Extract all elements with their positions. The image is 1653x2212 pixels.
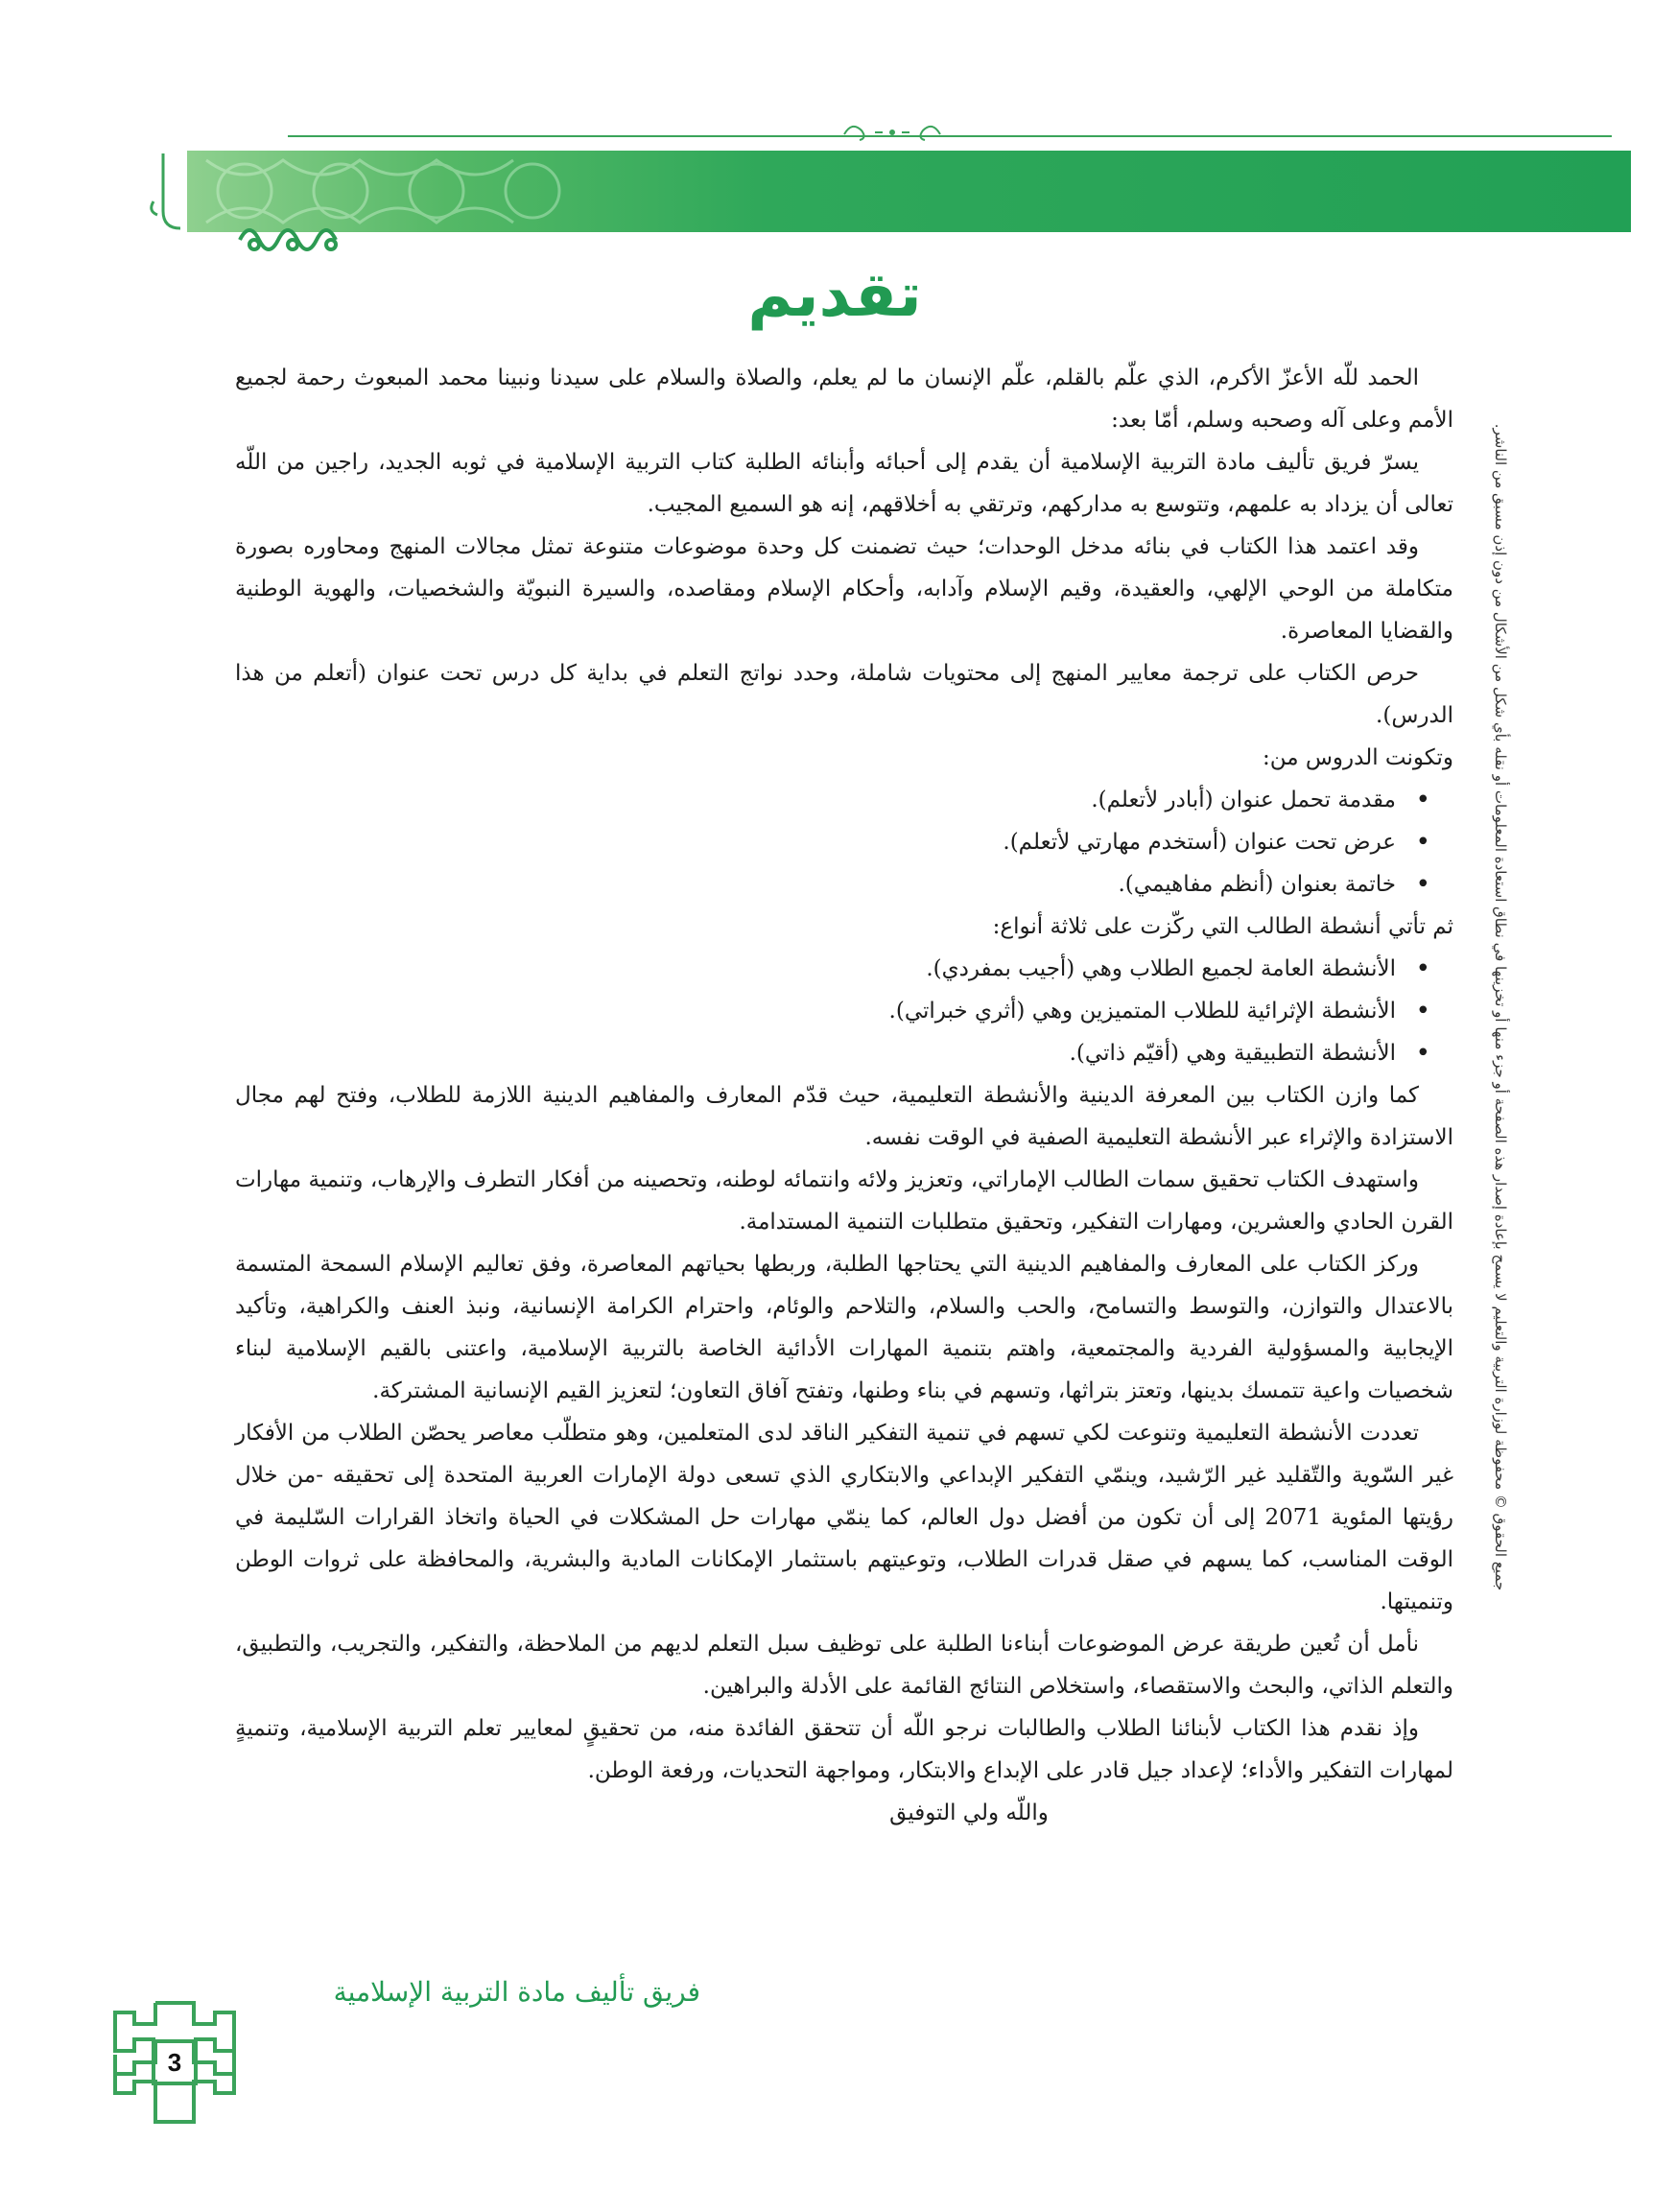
paragraph-lessons-intro: وتكونت الدروس من: xyxy=(1262,745,1453,770)
scroll-ornament-icon xyxy=(835,111,950,150)
author-signature: فريق تأليف مادة التربية الإسلامية xyxy=(333,1976,700,2008)
paragraph-balance: كما وازن الكتاب بين المعرفة الدينية والأنشطة التعليمية، حيث قدّم المعارف والمفاهيم الدينية اللازمة للطلاب، وفتح لهم مجال الاستزادة والإثراء عبر الأنشطة التعليمية الصفية في الوقت نفسه. xyxy=(235,1083,1453,1150)
paragraph-units: وقد اعتمد هذا الكتاب في بنائه مدخل الوحدات؛ حيث تضمنت كل وحدة موضوعات متنوعة تمثل مجالات المنهج ومحاوره بصورة متكاملة من الوحي الإلهي، والعقيدة، وقيم الإسلام وآدابه، وأحكام الإسلام ومقاصده، والسيرة النبويّة والشخصيات، والهوية الوطنية والقضايا المعاصرة. xyxy=(235,534,1453,644)
list-item: • مقدمة تحمل عنوان (أبادر لأتعلم). xyxy=(235,779,1396,821)
list-item: • الأنشطة العامة لجميع الطلاب وهي (أجيب بمفردي). xyxy=(235,948,1396,990)
copyright-text: جميع الحقوق © محفوظة لوزارة التربية والتعليم لا يسمح بإعادة إصدار هذه الصفحة أو جزء منها أو تخزينها في نطاق استعادة المعلومات أو نقله بأي شكل من الأشكال من دون إذن مسبق من الناشر. xyxy=(1492,423,1509,1591)
header-rule xyxy=(288,135,1612,137)
list-item: • الأنشطة الإثرائية للطلاب المتميزين وهي (أثري خبراتي). xyxy=(235,990,1396,1032)
paragraph-dedication: وإذ نقدم هذا الكتاب لأبنائنا الطلاب والطالبات نرجو اللّه أن تتحقق الفائدة منه، من تحقيقٍ لمعايير تعلم التربية الإسلامية، وتنميةٍ لمهارات التفكير والأداء؛ لإعداد جيل قادر على الإبداع والابتكار، ومواجهة التحديات، ورفعة الوطن. xyxy=(235,1716,1453,1783)
paragraph-outcomes: حرص الكتاب على ترجمة معايير المنهج إلى محتويات شاملة، وحدد نواتج التعلم في بداية كل درس تحت عنوان (أتعلم من هذا الدرس). xyxy=(235,661,1453,728)
activity-types-list xyxy=(235,948,1453,1074)
corner-ornament-icon xyxy=(134,144,451,259)
introduction-text xyxy=(235,357,1453,1834)
list-item: • خاتمة بعنوان (أنظم مفاهيمي). xyxy=(235,863,1396,906)
list-item: • عرض تحت عنوان (أستخدم مهارتي لأتعلم). xyxy=(235,821,1396,863)
page-number: 3 xyxy=(167,2048,182,2077)
copyright-note xyxy=(1489,211,1512,1803)
list-item: • الأنشطة التطبيقية وهي (أقيّم ذاتي). xyxy=(235,1032,1396,1074)
closing-line: واللّه ولي التوفيق xyxy=(889,1800,1049,1825)
paragraph-purpose: يسرّ فريق تأليف مادة التربية الإسلامية أن يقدم إلى أحبائه وأبنائه الطلبة كتاب التربية الإسلامية في ثوبه الجديد، راجين من اللّه تعالى أن يزداد به علمهم، وتتوسع به مداركهم، وترتقي به أخلاقهم، إنه هو السميع المجيب. xyxy=(235,450,1453,517)
paragraph-opening: الحمد للّه الأعزّ الأكرم، الذي علّم بالقلم، علّم الإنسان ما لم يعلم، والصلاة والسلام على سيدنا ونبينا محمد المبعوث رحمة لجميع الأمم وعلى آله وصحبه وسلم، أمّا بعد: xyxy=(235,365,1453,433)
paragraph-goals: واستهدف الكتاب تحقيق سمات الطالب الإماراتي، وتعزيز ولائه وانتمائه لوطنه، وتحصينه من أفكار التطرف والإرهاب، وتنمية مهارات القرن الحادي والعشرين، ومهارات التفكير، وتحقيق متطلبات التنمية المستدامة. xyxy=(235,1167,1453,1235)
paragraph-values: وركز الكتاب على المعارف والمفاهيم الدينية التي يحتاجها الطلبة، وربطها بحياتهم المعاصرة، وفق تعاليم الإسلام السمحة المتسمة بالاعتدال والتوازن، والتوسط والتسامح، والحب والسلام، والتلاحم والوئام، واحترام الكرامة الإنسانية، ونبذ العنف والكراهية، وتأكيد الإيجابية والمسؤولية الفردية والمجتمعية، واهتم بتنمية المهارات الأدائية الخاصة بالتربية الإسلامية، واعتنى بالقيم الإسلامية لبناء شخصيات واعية تتمسك بدينها، وتعتز بتراثها، وتسهم في بناء وطنها، وتفتح آفاق التعاون؛ لتعزيز القيم الإنسانية المشتركة. xyxy=(235,1252,1453,1403)
paragraph-activities-intro: ثم تأتي أنشطة الطالب التي ركّزت على ثلاثة أنواع: xyxy=(992,914,1453,939)
paragraph-thinking: تعددت الأنشطة التعليمية وتنوعت لكي تسهم في تنمية التفكير الناقد لدى المتعلمين، وهو متطلّب معاصر يحصّن الطلاب من الأفكار غير السّوية والتّقليد غير الرّشيد، وينمّي التفكير الإبداعي والابتكاري الذي تسعى دولة الإمارات العربية المتحدة إلى تحقيقه -من خلال رؤيتها المئوية 2071 إلى أن تكون من أفضل دول العالم، كما ينمّي مهارات حل المشكلات في الحياة واتخاذ القرارات السّليمة في الوقت المناسب، كما يسهم في صقل قدرات الطلاب، وتوعيتهم باستثمار الإمكانات المادية والبشرية، والمحافظة على ثروات الوطن وتنميتها. xyxy=(235,1421,1453,1614)
paragraph-hope: نأمل أن تُعين طريقة عرض الموضوعات أبناءنا الطلبة على توظيف سبل التعلم لديهم من الملاحظة، والتفكير، والتجريب، والتطبيق، والتعلم الذاتي، والبحث والاستقصاء، واستخلاص النتائج القائمة على الأدلة والبراهين. xyxy=(235,1632,1453,1699)
page-title: تقديم xyxy=(747,260,922,331)
lesson-structure-list xyxy=(235,779,1453,906)
